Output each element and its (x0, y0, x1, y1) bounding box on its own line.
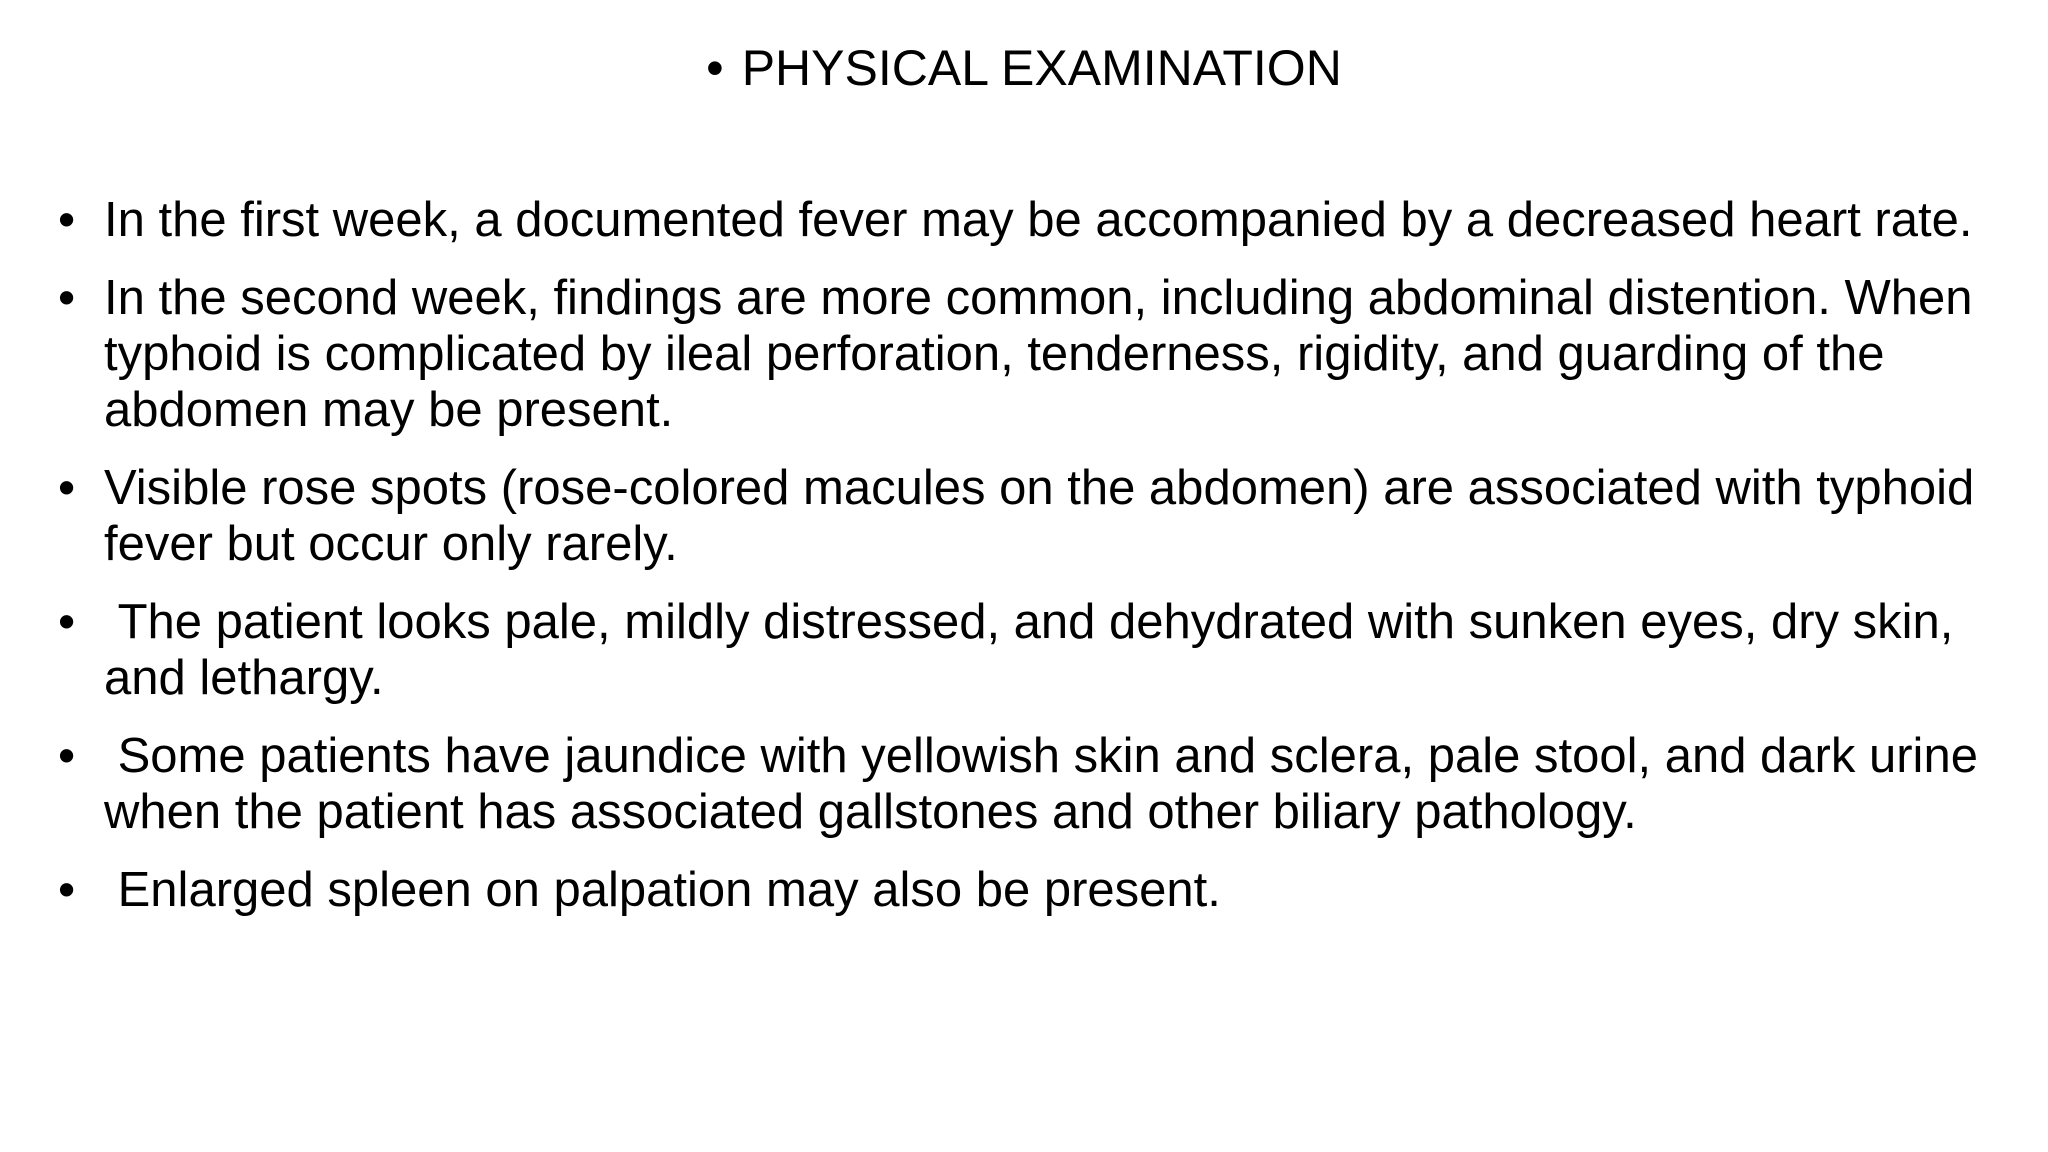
bullet-item-rose-spots (58, 460, 1988, 572)
bullet-text: In the first week, a documented fever may be accompanied by a decreased heart rate. (104, 193, 1973, 247)
bullet-list (58, 192, 1992, 940)
bullet-text: In the second week, findings are more common, including abdominal distention. When typhoid is complicated by ileal perforation, tenderness, rigidity, and guarding of the abdomen may be present. (104, 271, 1987, 437)
bullet-text: Enlarged spleen on palpation may also be present. (104, 863, 1221, 917)
bullet-item-second-week (58, 270, 1988, 438)
bullet-icon: • (58, 193, 76, 247)
bullet-text: Some patients have jaundice with yellowish skin and sclera, pale stool, and dark urine when the patient has associated gallstones and other biliary pathology. (104, 729, 1992, 839)
bullet-text: Visible rose spots (rose-colored macules on the abdomen) are associated with typhoid fever but occur only rarely. (104, 461, 1988, 571)
bullet-text: The patient looks pale, mildly distressed, and dehydrated with sunken eyes, dry skin, and lethargy. (104, 595, 1968, 705)
bullet-icon: • (58, 461, 76, 515)
slide-title (0, 38, 2048, 98)
bullet-icon: • (58, 271, 76, 325)
title-bullet-icon: • (706, 40, 724, 96)
bullet-icon: • (58, 729, 76, 783)
bullet-icon: • (58, 863, 76, 917)
bullet-item-patient-appearance (58, 594, 1988, 706)
slide-title-text: PHYSICAL EXAMINATION (741, 40, 1342, 96)
bullet-icon: • (58, 595, 76, 649)
bullet-item-jaundice (58, 728, 1992, 840)
bullet-item-first-week (58, 192, 1988, 248)
bullet-item-enlarged-spleen (58, 862, 1988, 918)
